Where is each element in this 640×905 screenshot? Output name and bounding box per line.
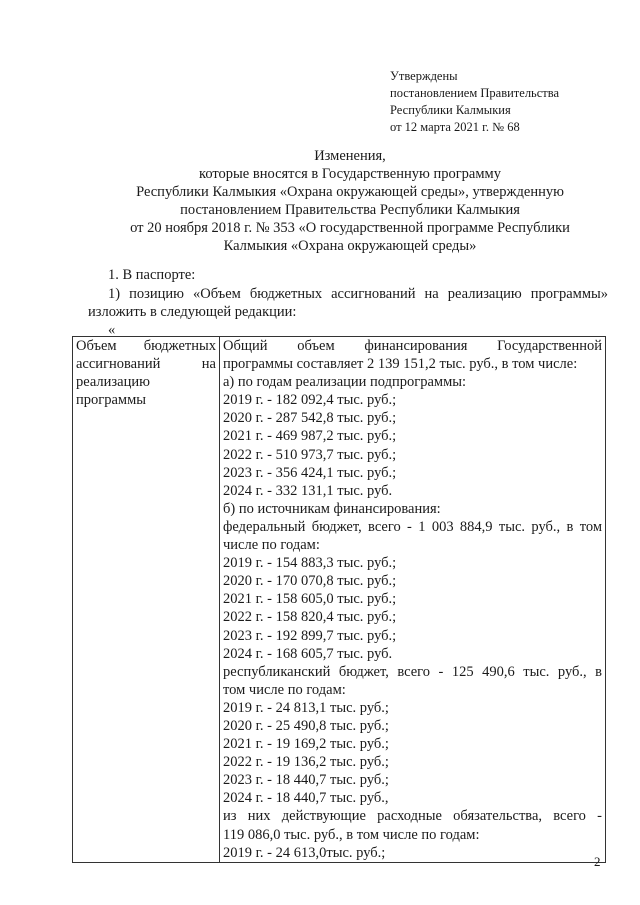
value-line: а) по годам реализации подпрограммы: (223, 374, 467, 391)
value-line: 2024 г. - 18 440,7 тыс. руб., (223, 790, 389, 807)
value-line: 119 086,0 тыс. руб., в том числе по годам: (223, 826, 480, 843)
value-line: 2021 г. - 158 605,0 тыс. руб.; (223, 591, 397, 608)
approval-line: от 12 марта 2021 г. № 68 (390, 120, 520, 134)
value-line: 2019 г. - 24 613,0тыс. руб.; (223, 844, 386, 861)
value-line: 2021 г. - 19 169,2 тыс. руб.; (223, 736, 389, 753)
title-line: Калмыкия «Охрана окружающей среды» (223, 238, 477, 254)
title-line: от 20 ноября 2018 г. № 353 «О государственной программе Республики (130, 220, 570, 236)
table-row (73, 337, 606, 863)
item-text-line2: изложить в следующей редакции: (88, 304, 297, 320)
value-line: числе по годам: (223, 537, 320, 554)
approval-line: постановлением Правительства (390, 86, 560, 100)
value-line: 2024 г. - 332 131,1 тыс. руб. (223, 482, 393, 499)
item-text-line1: 1) позицию «Объем бюджетных ассигнований на реализацию программы» (108, 286, 608, 302)
value-line: 2023 г. - 356 424,1 тыс. руб.; (223, 464, 397, 481)
value-line: 2020 г. - 25 490,8 тыс. руб.; (223, 717, 389, 734)
value-line: 2022 г. - 19 136,2 тыс. руб.; (223, 754, 389, 771)
approval-line: Республики Калмыкия (390, 103, 511, 117)
value-line: республиканский бюджет, всего - 125 490,6 тыс. руб., в (223, 663, 602, 680)
quote-mark: « (108, 322, 116, 338)
budget-table (72, 336, 606, 863)
label-line: Объем бюджетных (76, 338, 216, 354)
value-line: 2022 г. - 510 973,7 тыс. руб.; (223, 446, 397, 463)
value-line: б) по источникам финансирования: (223, 500, 441, 517)
value-line: 2020 г. - 170 070,8 тыс. руб.; (223, 573, 397, 590)
value-line: программы составляет 2 139 151,2 тыс. руб., в том числе: (223, 356, 578, 373)
section-heading: 1. В паспорте: (108, 267, 196, 283)
title-line: которые вносятся в Государственную программу (199, 166, 501, 182)
value-line: 2019 г. - 154 883,3 тыс. руб.; (223, 555, 397, 572)
label-line: программы (76, 392, 146, 409)
table-cell-value (220, 337, 606, 863)
value-line: 2024 г. - 168 605,7 тыс. руб. (223, 645, 393, 662)
value-line: 2023 г. - 18 440,7 тыс. руб.; (223, 772, 389, 789)
title-line: Изменения, (314, 148, 386, 164)
value-line: 2021 г. - 469 987,2 тыс. руб.; (223, 428, 397, 445)
approval-line: Утверждены (390, 69, 458, 83)
value-line: 2023 г. - 192 899,7 тыс. руб.; (223, 627, 397, 644)
value-line: том числе по годам: (223, 681, 346, 698)
value-line: 2022 г. - 158 820,4 тыс. руб.; (223, 609, 397, 626)
document-title (100, 147, 600, 255)
value-line: из них действующие расходные обязательства, всего - (223, 808, 602, 825)
page-number: 2 (594, 854, 601, 869)
table-cell-label (73, 337, 220, 863)
value-line: 2019 г. - 182 092,4 тыс. руб.; (223, 392, 397, 409)
label-line: ассигнований на (76, 356, 216, 373)
value-line: 2020 г. - 287 542,8 тыс. руб.; (223, 410, 397, 427)
value-line: Общий объем финансирования Государственной (223, 338, 602, 354)
title-line: Республики Калмыкия «Охрана окружающей среды», утвержденную (136, 184, 564, 200)
value-line: 2019 г. - 24 813,1 тыс. руб.; (223, 699, 389, 716)
label-line: реализацию (76, 374, 150, 391)
approval-block (390, 68, 610, 136)
value-line: федеральный бюджет, всего - 1 003 884,9 тыс. руб., в том (223, 518, 602, 535)
title-line: постановлением Правительства Республики Калмыкия (180, 202, 520, 218)
